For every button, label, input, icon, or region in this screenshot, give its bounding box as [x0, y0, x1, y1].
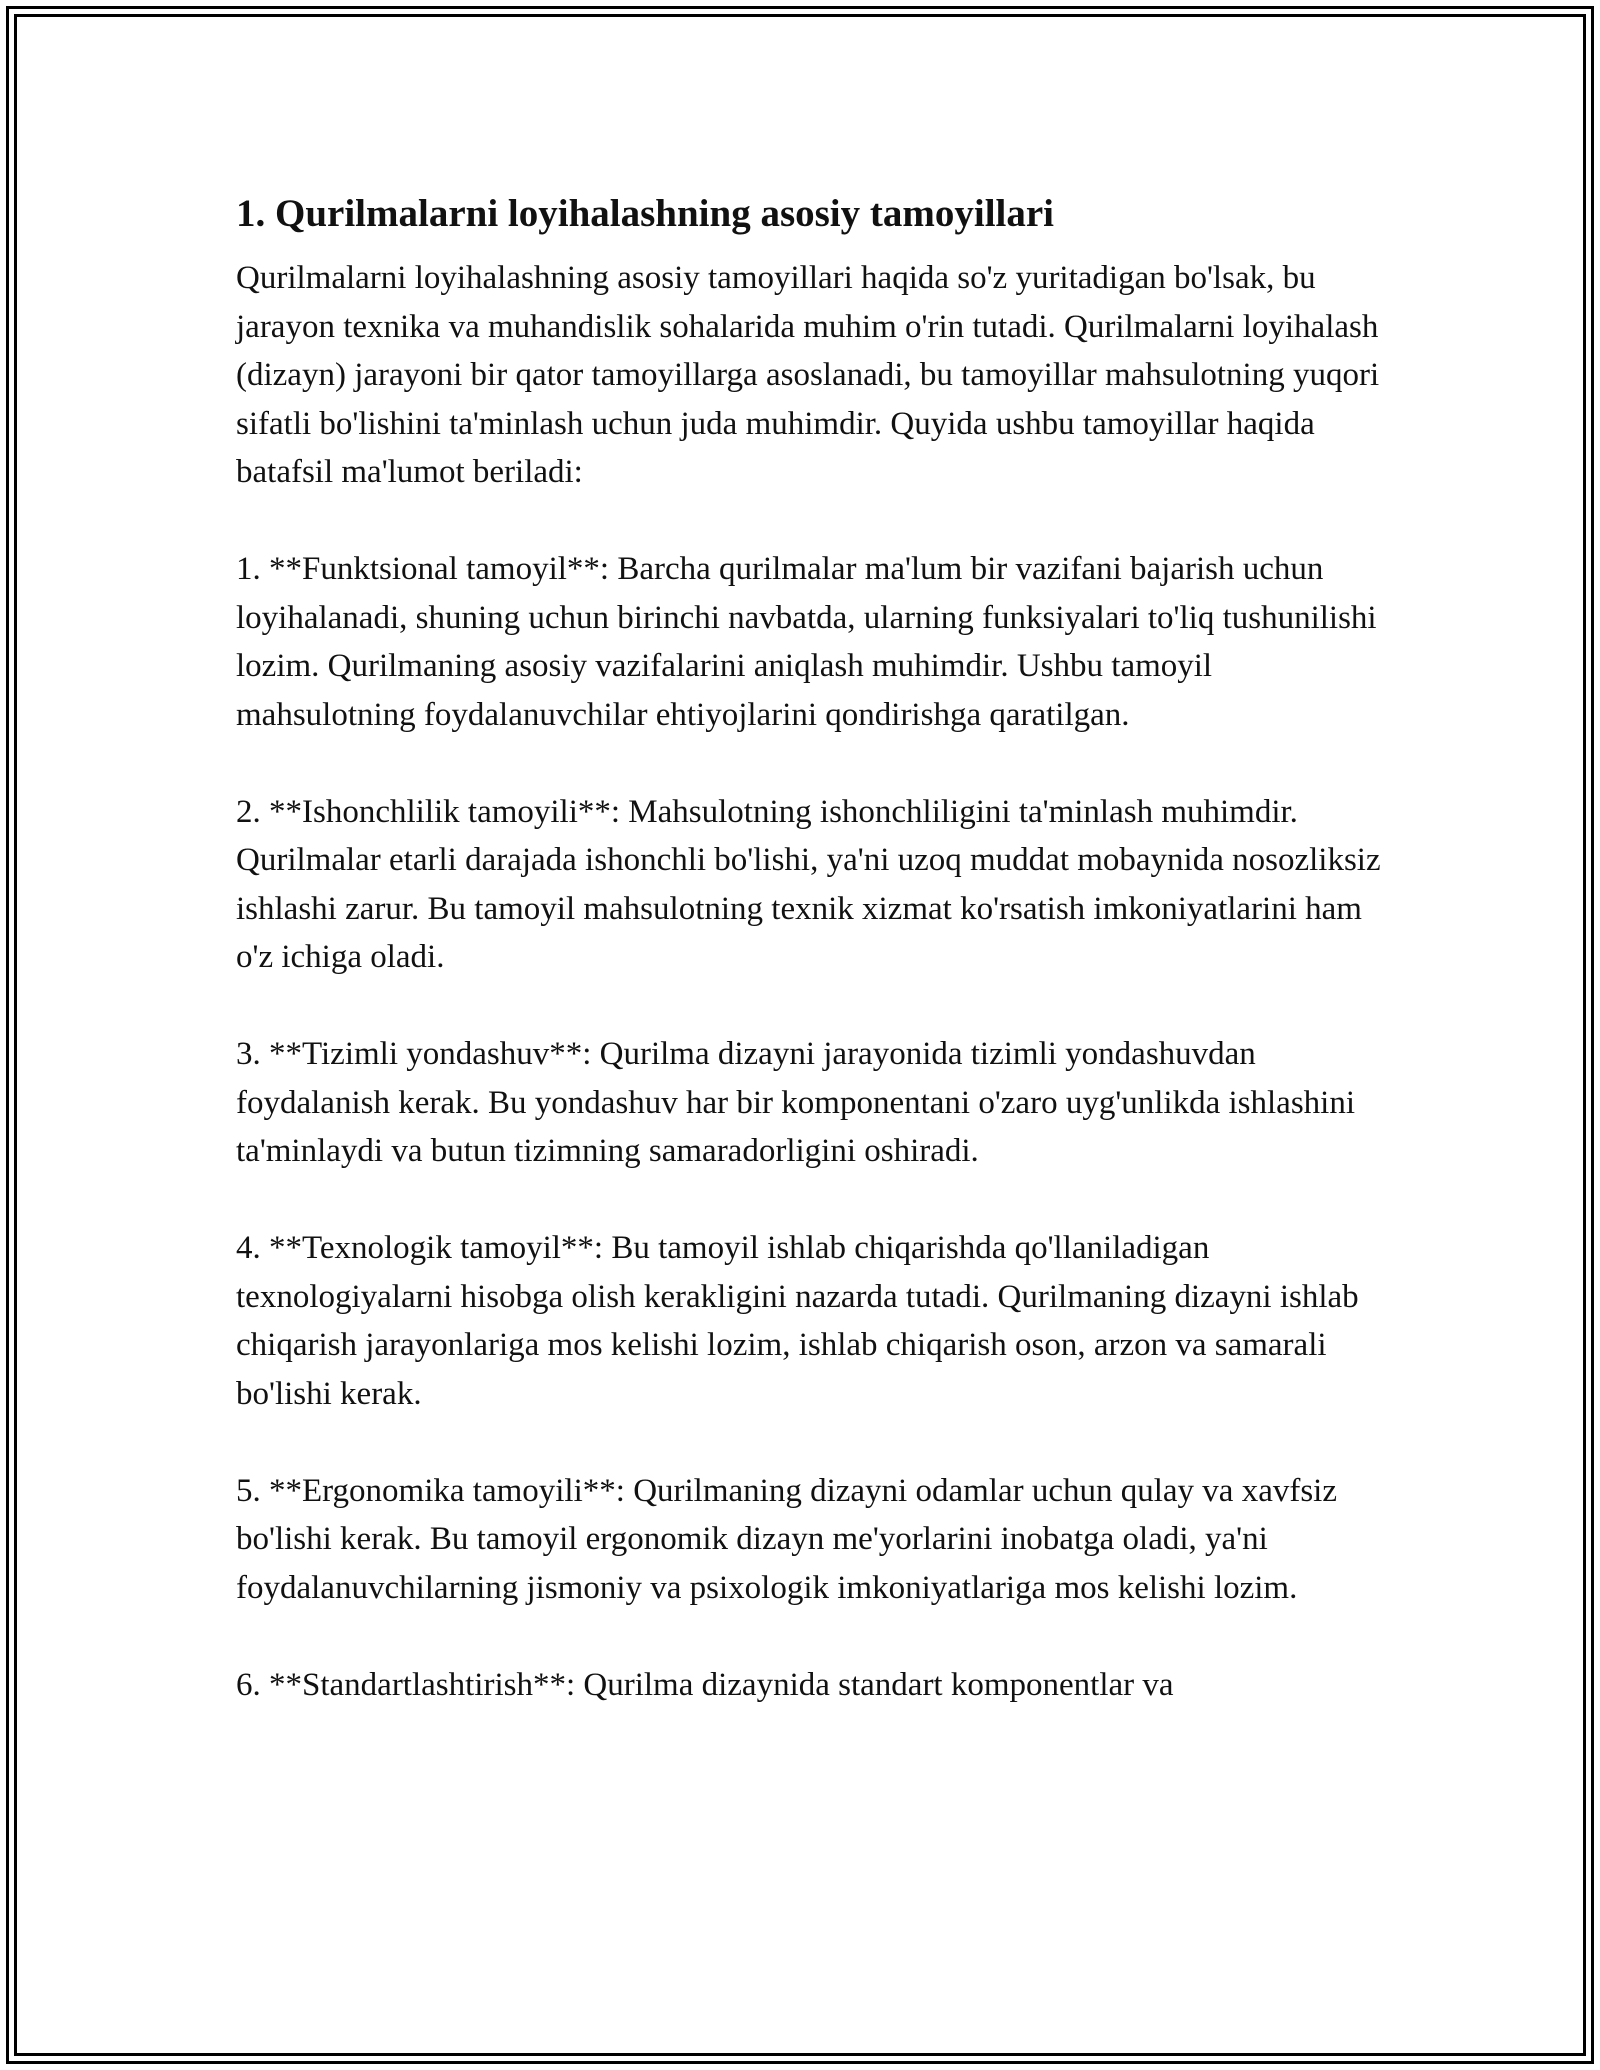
- section-heading: 1. Qurilmalarni loyihalashning asosiy tamoyillari: [236, 192, 1055, 235]
- document-body: [236, 186, 1386, 1758]
- principle-paragraph-standardization: 6. **Standartlashtirish**: Qurilma dizaynida standart komponentlar va: [236, 1666, 1174, 1703]
- principle-paragraph-ergonomics: 5. **Ergonomika tamoyili**: Qurilmaning dizayni odamlar uchun qulay va xavfsiz bo'lishi kerak. Bu tamoyil ergonomik dizayn me'yorlarini inobatga oladi, ya'ni foydalanuvchilarning jismoniy va psixologik imkoniyatlariga mos kelishi lozim.: [236, 1472, 1337, 1606]
- principle-paragraph-reliability: 2. **Ishonchlilik tamoyili**: Mahsulotning ishonchliligini ta'minlash muhimdir. Qurilmalar etarli darajada ishonchli bo'lishi, ya'ni uzoq muddat mobaynida nosozliksiz ishlashi zarur. Bu tamoyil mahsulotning texnik xizmat ko'rsatish imkoniyatlarini ham o'z ichiga oladi.: [236, 793, 1381, 975]
- principle-paragraph-technological: 4. **Texnologik tamoyil**: Bu tamoyil ishlab chiqarishda qo'llaniladigan texnologiyalarni hisobga olish kerakligini nazarda tutadi. Qurilmaning dizayni ishlab chiqarish jarayonlariga mos kelishi lozim, ishlab chiqarish oson, arzon va samarali bo'lishi kerak.: [236, 1230, 1359, 1412]
- principle-paragraph-systems-approach: 3. **Tizimli yondashuv**: Qurilma dizayni jarayonida tizimli yondashuvdan foydalanish kerak. Bu yondashuv har bir komponentani o'zaro uyg'unlikda ishlashini ta'minlaydi va butun tizimning samaradorligini oshiradi.: [236, 1036, 1356, 1169]
- principle-paragraph-functional: 1. **Funktsional tamoyil**: Barcha qurilmalar ma'lum bir vazifani bajarish uchun loyihalanadi, shuning uchun birinchi navbatda, ularning funksiyalari to'liq tushunilishi lozim. Qurilmaning asosiy vazifalarini aniqlash muhimdir. Ushbu tamoyil mahsulotning foydalanuvchilar ehtiyojlarini qondirishga qaratilgan.: [236, 551, 1377, 733]
- intro-paragraph: Qurilmalarni loyihalashning asosiy tamoyillari haqida so'z yuritadigan bo'lsak, bu jarayon texnika va muhandislik sohalarida muhim o'rin tutadi. Qurilmalarni loyihalash (dizayn) jarayoni bir qator tamoyillarga asoslanadi, bu tamoyillar mahsulotning yuqori sifatli bo'lishini ta'minlash uchun juda muhimdir. Quyida ushbu tamoyillar haqida batafsil ma'lumot beriladi:: [236, 260, 1380, 490]
